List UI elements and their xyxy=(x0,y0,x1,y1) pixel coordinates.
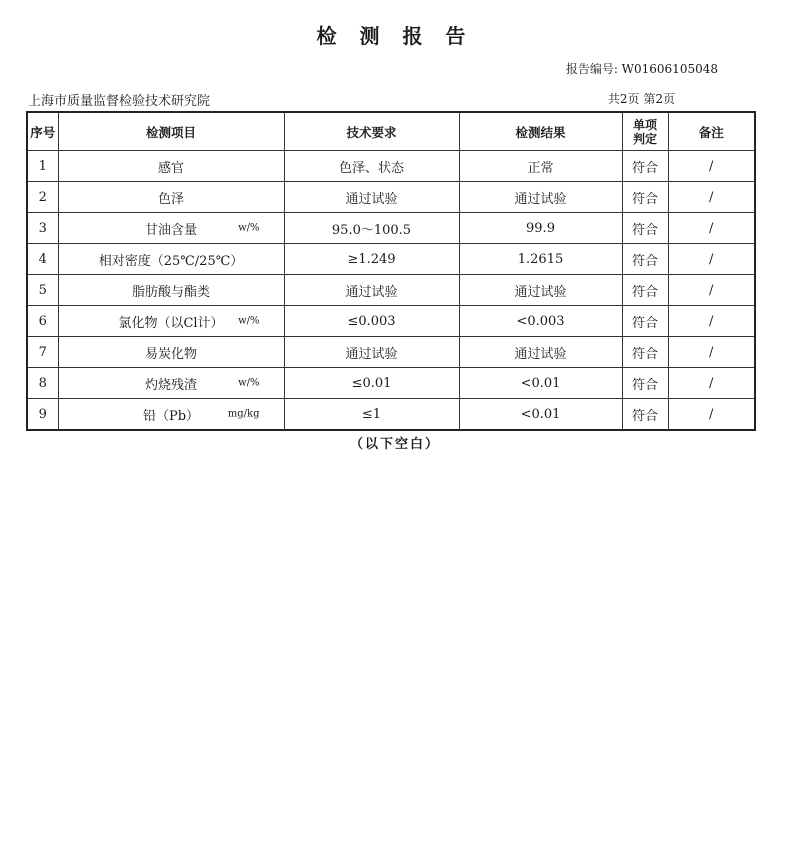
cell-judgement: 符合 xyxy=(622,399,668,431)
cell-remark: / xyxy=(668,399,755,431)
cell-no: 9 xyxy=(27,399,58,431)
cell-judgement: 符合 xyxy=(622,182,668,213)
cell-remark: / xyxy=(668,368,755,399)
header-requirement: 技术要求 xyxy=(284,112,459,151)
cell-remark: / xyxy=(668,182,755,213)
cell-result: <0.01 xyxy=(459,368,622,399)
table-row xyxy=(27,213,755,244)
cell-requirement: 通过试验 xyxy=(284,337,459,368)
cell-item xyxy=(58,275,284,306)
cell-judgement: 符合 xyxy=(622,337,668,368)
table-row xyxy=(27,306,755,337)
cell-remark: / xyxy=(668,337,755,368)
item-name: 相对密度（25℃/25℃） xyxy=(98,253,244,269)
cell-remark: / xyxy=(668,151,755,182)
table-row xyxy=(27,337,755,368)
cell-result: 99.9 xyxy=(459,213,622,244)
cell-result: <0.003 xyxy=(459,306,622,337)
table-row xyxy=(27,151,755,182)
item-unit: w/% xyxy=(238,315,260,327)
table-row xyxy=(27,244,755,275)
cell-result: <0.01 xyxy=(459,399,622,431)
item-name: 灼烧残渣 xyxy=(144,377,197,393)
cell-item xyxy=(58,213,284,244)
cell-result: 正常 xyxy=(459,151,622,182)
cell-judgement: 符合 xyxy=(622,368,668,399)
cell-requirement: 95.0～100.5 xyxy=(284,213,459,244)
table-row xyxy=(27,182,755,213)
page-count: 共2页 第2页 xyxy=(607,92,675,106)
report-title: 检 测 报 告 xyxy=(316,24,474,48)
item-name: 易炭化物 xyxy=(144,346,197,362)
item-name: 铅（Pb） xyxy=(142,408,200,424)
test-results-table xyxy=(26,111,756,431)
cell-judgement: 符合 xyxy=(622,213,668,244)
cell-item xyxy=(58,182,284,213)
cell-no: 7 xyxy=(27,337,58,368)
cell-remark: / xyxy=(668,275,755,306)
cell-no: 1 xyxy=(27,151,58,182)
header-item: 检测项目 xyxy=(58,112,284,151)
cell-requirement: ≤1 xyxy=(284,399,459,431)
cell-requirement: 色泽、状态 xyxy=(284,151,459,182)
item-unit: mg/kg xyxy=(227,408,260,420)
report-number: 报告编号: W01606105048 xyxy=(565,62,718,76)
header-remark: 备注 xyxy=(668,112,755,151)
blank-note: （以下空白） xyxy=(349,437,440,452)
cell-item xyxy=(58,399,284,431)
cell-item xyxy=(58,306,284,337)
cell-item xyxy=(58,151,284,182)
cell-result: 通过试验 xyxy=(459,182,622,213)
cell-judgement: 符合 xyxy=(622,151,668,182)
cell-result: 通过试验 xyxy=(459,275,622,306)
cell-requirement: 通过试验 xyxy=(284,275,459,306)
cell-no: 2 xyxy=(27,182,58,213)
cell-item xyxy=(58,337,284,368)
cell-remark: / xyxy=(668,306,755,337)
cell-result: 通过试验 xyxy=(459,337,622,368)
cell-no: 5 xyxy=(27,275,58,306)
issuing-institute: 上海市质量监督检验技术研究院 xyxy=(28,94,211,109)
cell-requirement: ≤0.01 xyxy=(284,368,459,399)
header-judgement-line1: 单项 xyxy=(632,117,657,132)
cell-item xyxy=(58,244,284,275)
cell-requirement: ≤0.003 xyxy=(284,306,459,337)
table-header-row xyxy=(27,112,755,151)
table-row xyxy=(27,368,755,399)
item-name: 色泽 xyxy=(157,191,184,207)
cell-remark: / xyxy=(668,213,755,244)
cell-no: 4 xyxy=(27,244,58,275)
header-no: 序号 xyxy=(27,112,58,151)
cell-requirement: 通过试验 xyxy=(284,182,459,213)
item-name: 脂肪酸与酯类 xyxy=(131,284,210,300)
cell-no: 3 xyxy=(27,213,58,244)
cell-no: 6 xyxy=(27,306,58,337)
cell-judgement: 符合 xyxy=(622,306,668,337)
item-name: 氯化物（以Cl计） xyxy=(118,315,224,331)
cell-item xyxy=(58,368,284,399)
cell-judgement: 符合 xyxy=(622,275,668,306)
table-row xyxy=(27,399,755,431)
cell-no: 8 xyxy=(27,368,58,399)
item-unit: w/% xyxy=(238,377,260,389)
header-judgement xyxy=(622,112,668,151)
cell-result: 1.2615 xyxy=(459,244,622,275)
header-judgement-line2: 判定 xyxy=(632,131,657,146)
cell-remark: / xyxy=(668,244,755,275)
cell-requirement: ≥1.249 xyxy=(284,244,459,275)
item-unit: w/% xyxy=(238,222,260,234)
table-row xyxy=(27,275,755,306)
header-result: 检测结果 xyxy=(459,112,622,151)
item-name: 甘油含量 xyxy=(144,222,197,238)
item-name: 感官 xyxy=(157,160,184,176)
cell-judgement: 符合 xyxy=(622,244,668,275)
